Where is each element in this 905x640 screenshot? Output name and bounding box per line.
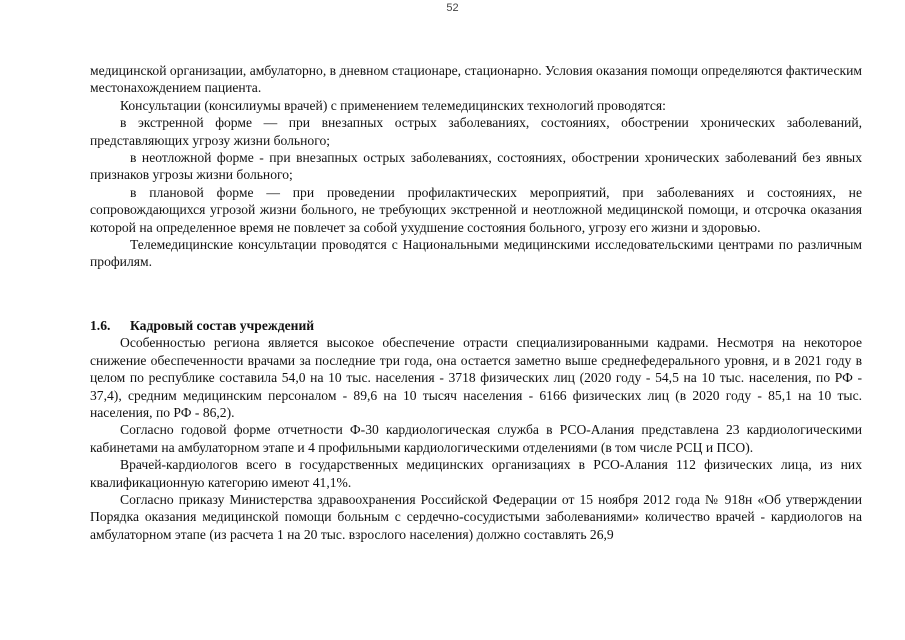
paragraph: Согласно годовой форме отчетности Ф-30 кардиологическая служба в РСО-Алания представлена 23 кардиологическими кабинетами на амбулаторном этапе и 4 профильными кардиологическими отделениями (в том числе РСЦ и ПСО). bbox=[90, 422, 862, 455]
section-title: Кадровый состав учреждений bbox=[130, 317, 315, 333]
paragraph: Консультации (консилиумы врачей) с применением телемедицинских технологий проводятся: bbox=[120, 97, 666, 113]
list-item: в экстренной форме — при внезапных острых заболеваниях, состояниях, обострении хронических заболеваний, представляющих угрозу жизни больного; bbox=[90, 115, 862, 148]
section-heading bbox=[90, 317, 862, 334]
section-number: 1.6. bbox=[90, 317, 111, 333]
page-content bbox=[90, 62, 862, 543]
paragraph: Согласно приказу Министерства здравоохранения Российской Федерации от 15 ноября 2012 года № 918н «Об утверждении Порядка оказания медицинской помощи больным с сердечно-сосудистыми заболеваниями» количество врачей - кардиологов на амбулаторном этапе (из расчета 1 на 20 тыс. взрослого населения) должно составлять 26,9 bbox=[90, 491, 862, 542]
page-number: 52 bbox=[446, 2, 459, 14]
list-item: в плановой форме — при проведении профилактических мероприятий, при заболеваниях и состояниях, не сопровождающихся угрозой жизни больного, не требующих экстренной и неотложной медицинской помощи, и отсрочка оказания которой на определенное время не повлечет за собой ухудшение состояния больного, угрозу его жизни и здоровью. bbox=[90, 184, 862, 235]
section-gap bbox=[90, 271, 862, 317]
paragraph: медицинской организации, амбулаторно, в дневном стационаре, стационарно. Условия оказания помощи определяются фактическим местонахождением пациента. bbox=[90, 63, 862, 96]
paragraph: Врачей-кардиологов всего в государственных медицинских организациях в РСО-Алания 112 физических лица, из них квалификационную категорию имеют 41,1%. bbox=[90, 457, 862, 490]
paragraph: Телемедицинские консультации проводятся с Национальными медицинскими исследовательскими центрами по различным профилям. bbox=[90, 237, 862, 270]
list-item: в неотложной форме - при внезапных острых заболеваниях, состояниях, обострении хронических заболеваний без явных признаков угрозы жизни больного; bbox=[90, 150, 862, 183]
paragraph: Особенностью региона является высокое обеспечение отрасти специализированными кадрами. Несмотря на некоторое снижение обеспеченности врачами за последние три года, она остается заметно выше среднефедерального уровня, и в 2021 году в целом по республике составила 54,0 на 10 тыс. населения - 3718 физических лиц (2020 году - 54,5 на 10 тыс. населения, по РФ - 37,4), средним медицинским персоналом - 89,6 на 10 тысяч населения - 6166 физических лиц (в 2020 году - 85,1 на 10 тыс. населения, по РФ - 86,2). bbox=[90, 335, 862, 420]
